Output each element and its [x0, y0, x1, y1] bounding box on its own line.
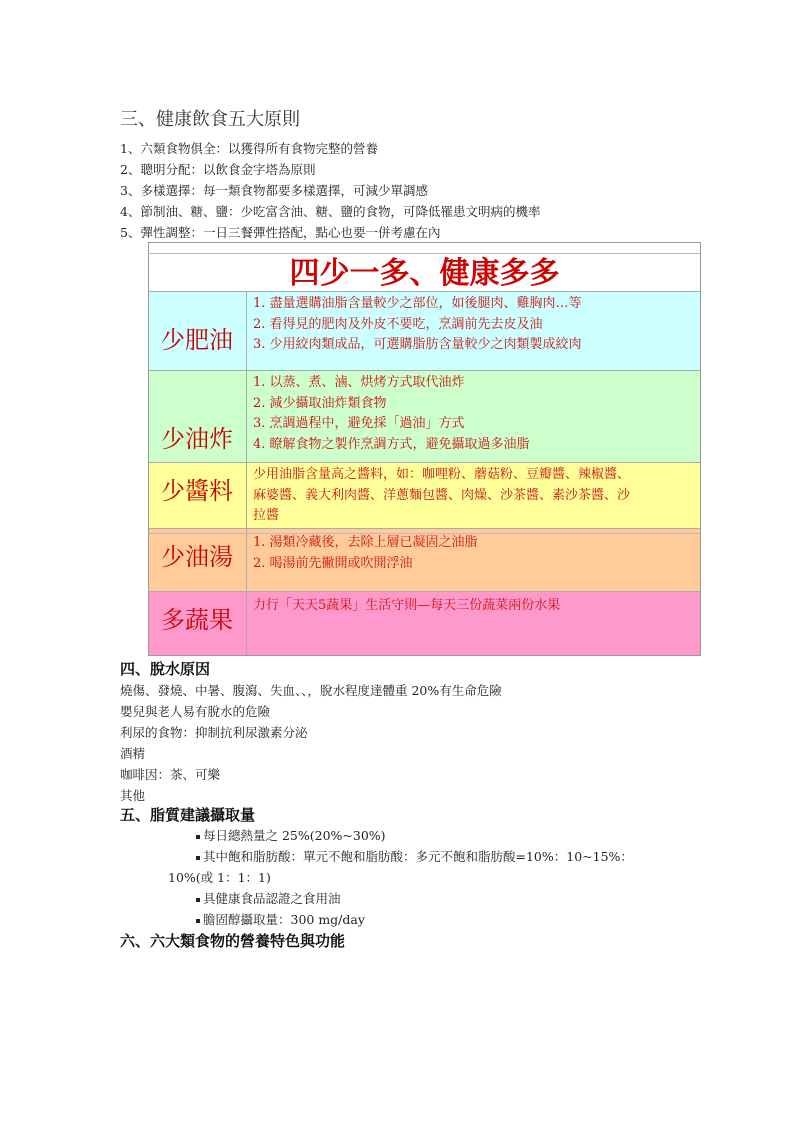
principle-item: 4、節制油、糖、鹽：少吃富含油、糖、鹽的食物，可降低罹患文明病的機率: [120, 204, 541, 219]
row-line: 2. 看得見的肥肉及外皮不要吃，烹調前先去皮及油: [253, 316, 543, 332]
row-line: 拉醬: [253, 508, 280, 523]
bullet-icon: [196, 856, 200, 860]
bullet-item: 其中飽和脂肪酸：單元不飽和脂肪酸：多元不飽和脂肪酸=10%：10~15%：: [196, 847, 633, 865]
bullet-icon: [196, 835, 200, 839]
row-label: 少油湯: [161, 543, 233, 571]
paragraph-line: 酒精: [120, 746, 146, 761]
section3-heading: 三、健康飲食五大原則: [120, 109, 300, 130]
row-line: 2. 喝湯前先撇開或吹開浮油: [253, 555, 413, 571]
table-row: [149, 591, 700, 655]
bullet-continuation: 10%(或 1：1：1): [168, 870, 271, 885]
row-label: 少肥油: [161, 326, 233, 354]
row-line: 4. 瞭解食物之製作烹調方式，避免攝取過多油脂: [253, 436, 530, 452]
paragraph-line: 燒傷、發燒、中暑、腹瀉、失血、、，脫水程度達體重 20%有生命危險: [120, 683, 502, 698]
table-row: [149, 370, 700, 462]
row-line: 1. 以蒸、煮、滷、烘烤方式取代油炸: [253, 375, 465, 390]
principle-item: 3、多樣選擇：每一類食物都要多樣選擇，可減少單調感: [120, 183, 428, 198]
row-line: 1. 盡量選購油脂含量較少之部位，如後腿肉、雞胸肉…等: [253, 296, 582, 311]
table-row: [149, 462, 700, 528]
paragraph-line: 嬰兒與老人易有脫水的危險: [120, 704, 271, 719]
row-line: 3. 少用絞肉類成品，可選購脂肪含量較少之肉類製成絞肉: [253, 337, 582, 352]
bullet-item: 每日總熱量之 25%(20%~30%): [196, 826, 386, 844]
table-row: [149, 291, 700, 370]
bullet-icon: [196, 919, 200, 923]
paragraph-line: 利尿的食物：抑制抗利尿激素分泌: [120, 725, 308, 740]
row-line: 1. 湯類冷藏後，去除上層已凝固之油脂: [253, 535, 478, 550]
principle-item: 2、聰明分配：以飲食金字塔為原則: [120, 162, 316, 177]
row-line: 3. 烹調過程中，避免採「過油」方式: [253, 416, 465, 431]
principle-item: 5、彈性調整：一日三餐彈性搭配，點心也要一併考慮在內: [120, 225, 441, 240]
bullet-icon: [196, 898, 200, 902]
bullet-item: 具健康食品認證之食用油: [196, 889, 341, 907]
row-line: 力行「天天5蔬果」生活守則—每天三份蔬菜兩份水果: [253, 598, 561, 613]
bullet-item: 膽固醇攝取量：300 mg/day: [196, 910, 365, 928]
table-title-row: [149, 243, 700, 291]
table-title: 四少一多、健康多多: [289, 256, 560, 291]
row-line: 麻婆醬、義大利肉醬、洋蔥麵包醬、肉燥、沙茶醬、素沙茶醬、沙: [253, 487, 631, 503]
paragraph-line: 咖啡因：茶、可樂: [120, 767, 221, 782]
row-line: 2. 減少攝取油炸類食物: [253, 395, 387, 411]
row-label: 少油炸: [161, 425, 233, 453]
row-label: 多蔬果: [161, 606, 233, 634]
paragraph-line: 其他: [120, 788, 146, 803]
four-less-one-more-table: [148, 242, 701, 656]
section5-heading: 五、脂質建議攝取量: [120, 806, 256, 824]
section6-heading: 六、六大類食物的營養特色與功能: [120, 932, 346, 950]
row-line: 少用油脂含量高之醬料，如：咖哩粉、蘑菇粉、豆瓣醬、辣椒醬、: [253, 467, 631, 482]
principle-item: 1、六類食物俱全：以獲得所有食物完整的營養: [120, 141, 378, 156]
table-row: [149, 528, 700, 591]
row-label: 少醬料: [161, 477, 233, 505]
section4-heading: 四、脫水原因: [120, 660, 211, 678]
